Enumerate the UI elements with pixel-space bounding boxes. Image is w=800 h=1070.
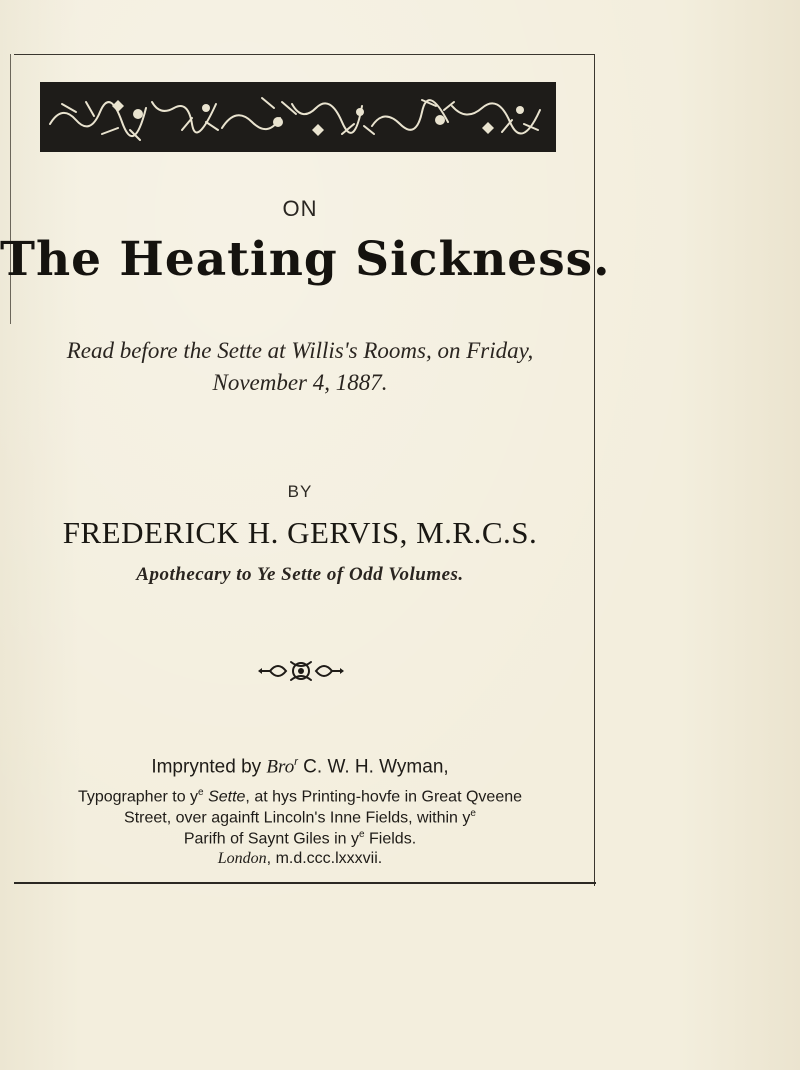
heading-on: ON xyxy=(282,196,318,221)
fleuron-ornament-icon xyxy=(256,656,346,686)
imprint-bro: Bro xyxy=(266,756,295,778)
imprint-l3-a: Parifh of Saynt Giles in y xyxy=(183,830,360,848)
top-border-rule xyxy=(14,54,594,55)
imprint-l2-a: Street, over againft Lincoln's Inne Fields, within y xyxy=(124,809,471,827)
imprint-address-line-3 xyxy=(0,829,600,848)
imprint-address-line-1 xyxy=(0,787,600,806)
imprint-l1-sette: Sette xyxy=(208,788,246,806)
decorative-woodcut-banner-icon xyxy=(40,82,556,152)
imprint-line xyxy=(0,756,600,778)
author-role: Apothecary to Ye Sette of Odd Volumes. xyxy=(136,564,464,585)
read-before-line: Read before the Sette at Willis's Rooms, on Friday, xyxy=(66,338,534,363)
imprint-l1-b: , at hys Printing-hovfe in Great Qveene xyxy=(245,788,523,806)
imprint-bro-sup: r xyxy=(294,756,298,768)
by-label: BY xyxy=(287,482,313,501)
page-title: The Heating Sickness. xyxy=(0,232,611,287)
imprint-year: , m.d.ccc.lxxxvii. xyxy=(266,850,383,867)
imprint-l3-b: Fields. xyxy=(364,830,417,848)
imprint-l2-sup: e xyxy=(470,808,476,819)
imprint-address-line-4 xyxy=(0,850,600,868)
author-name: FREDERICK H. GERVIS, M.R.C.S. xyxy=(62,515,538,550)
imprint-prefix: Imprynted by xyxy=(151,756,267,778)
bottom-border-rule xyxy=(14,882,596,884)
imprint-city: London xyxy=(217,850,267,867)
imprint-l1-a: Typographer to y xyxy=(77,788,199,806)
imprint-l3-sup: e xyxy=(359,829,365,840)
imprint-printer: C. W. H. Wyman, xyxy=(297,756,449,778)
reading-date: November 4, 1887. xyxy=(212,370,388,395)
imprint-l1-sup: e xyxy=(198,787,204,798)
imprint-address-line-2 xyxy=(0,808,600,827)
